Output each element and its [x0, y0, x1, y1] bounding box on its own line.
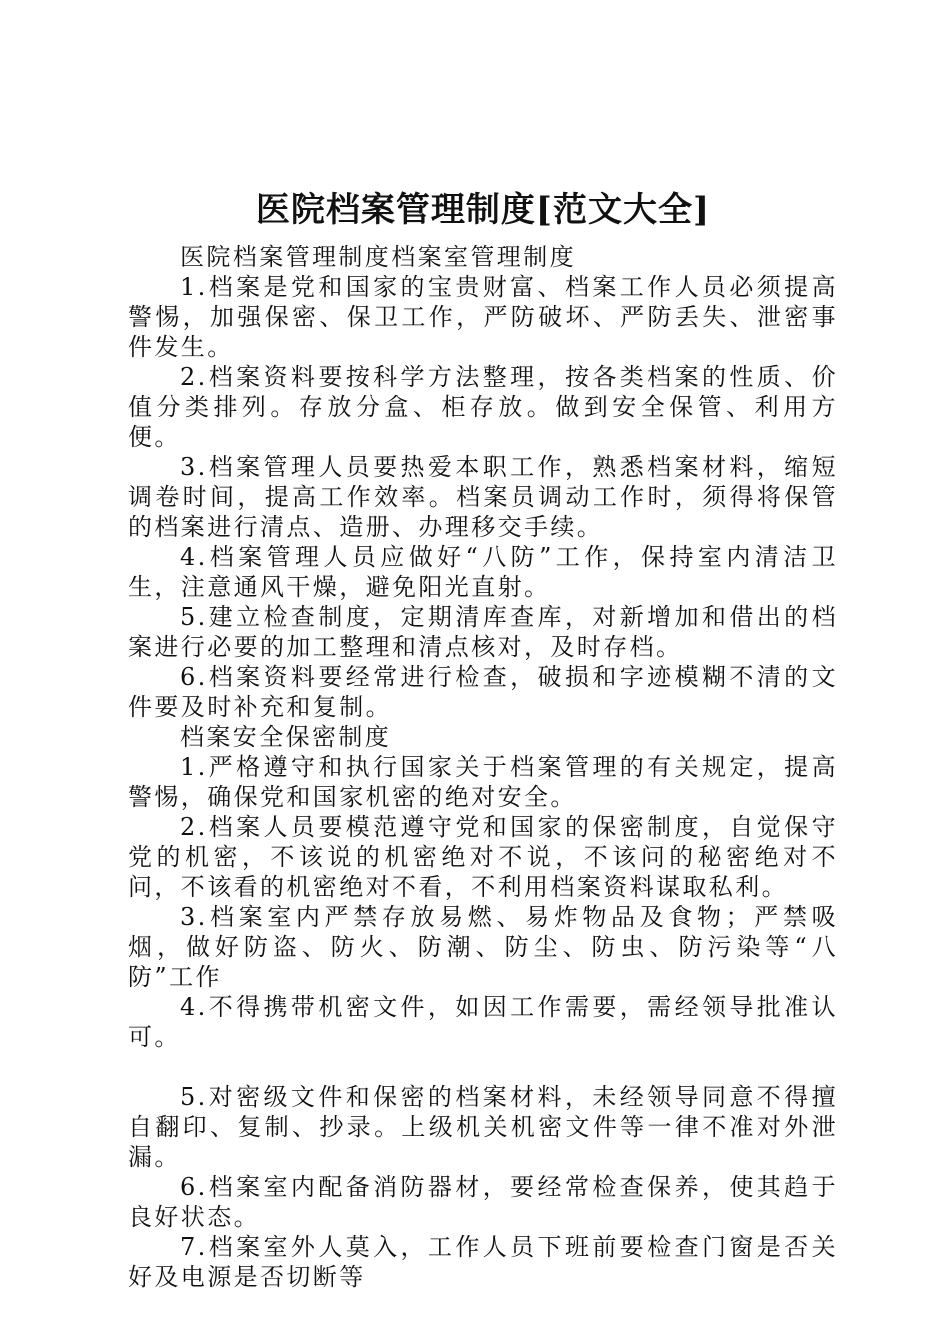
paragraph-security-item-7: 7.档案室外人莫入，工作人员下班前要检查门窗是否关好及电源是否切断等 [128, 1233, 838, 1291]
paragraph-heading-security: 档案安全保密制度 [180, 723, 392, 751]
paragraph-item-5: 5.建立检查制度，定期清库查库，对新增加和借出的档案进行必要的加工整理和清点核对，及时存档。 [128, 603, 838, 661]
paragraph-item-2: 2.档案资料要按科学方法整理，按各类档案的性质、价值分类排列。存放分盒、柜存放。做到安全保管、利用方便。 [128, 363, 838, 451]
paragraph-item-1: 1.档案是党和国家的宝贵财富、档案工作人员必须提高警惕，加强保密、保卫工作，严防破坏、严防丢失、泄密事件发生。 [128, 273, 838, 361]
document-page [128, 186, 838, 1292]
paragraph-security-item-1: 1.严格遵守和执行国家关于档案管理的有关规定，提高警惕，确保党和国家机密的绝对安全。 [128, 753, 838, 811]
paragraph-item-3: 3.档案管理人员要热爱本职工作，熟悉档案材料，缩短调卷时间，提高工作效率。档案员调动工作时，须得将保管的档案进行清点、造册、办理移交手续。 [128, 453, 838, 541]
paragraph-heading-archive-room: 医院档案管理制度档案室管理制度 [180, 243, 576, 271]
paragraph-item-6: 6.档案资料要经常进行检查，破损和字迹模糊不清的文件要及时补充和复制。 [128, 663, 838, 721]
paragraph-security-item-5: 5.对密级文件和保密的档案材料，未经领导同意不得擅自翻印、复制、抄录。上级机关机密文件等一律不准对外泄漏。 [128, 1083, 838, 1171]
document-title: 医院档案管理制度[范文大全] [255, 190, 711, 230]
paragraph-security-item-4: 4.不得携带机密文件，如因工作需要，需经领导批准认可。 [128, 993, 838, 1051]
paragraph-security-item-3: 3.档案室内严禁存放易燃、易炸物品及食物；严禁吸烟，做好防盗、防火、防潮、防尘、防虫、防污染等“八防”工作 [128, 903, 838, 991]
paragraph-spacer [128, 1052, 838, 1082]
paragraph-security-item-2: 2.档案人员要模范遵守党和国家的保密制度，自觉保守党的机密，不该说的机密绝对不说，不该问的秘密绝对不问，不该看的机密绝对不看，不利用档案资料谋取私利。 [128, 813, 838, 901]
paragraph-security-item-6: 6.档案室内配备消防器材，要经常检查保养，使其趋于良好状态。 [128, 1173, 838, 1231]
paragraph-item-4: 4.档案管理人员应做好“八防”工作，保持室内清洁卫生，注意通风干燥，避免阳光直射。 [128, 543, 838, 601]
